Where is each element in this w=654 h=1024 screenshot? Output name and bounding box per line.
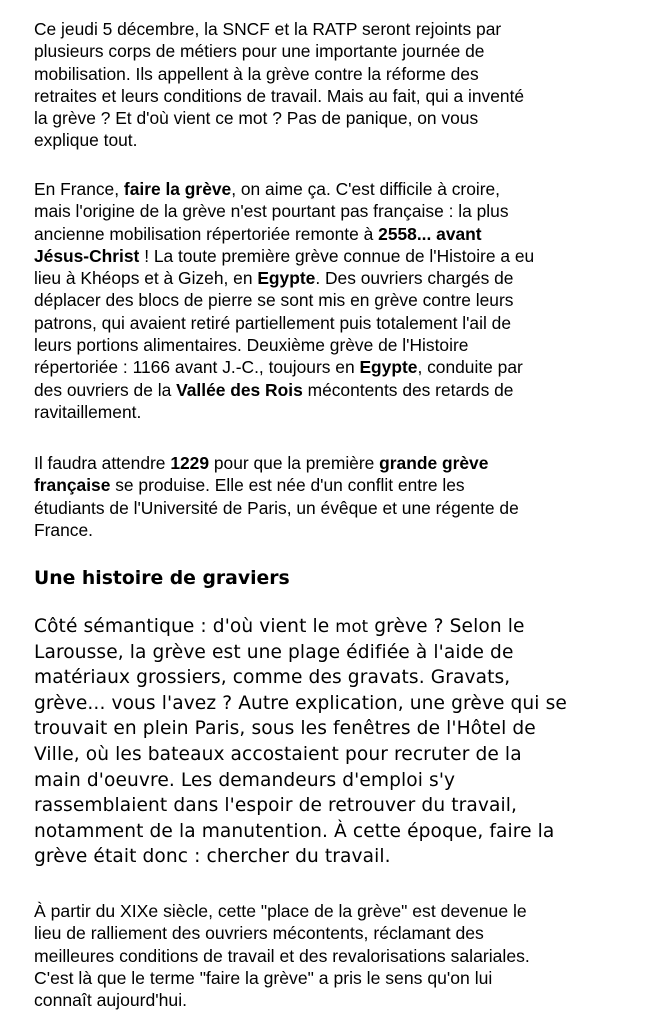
text-line (34, 85, 624, 107)
text-line (34, 614, 624, 640)
text-segment: rassemblaient dans l'espoir de retrouver du travail, (34, 795, 517, 817)
text-line (34, 452, 624, 474)
bold-text: grande grève (379, 453, 489, 473)
text-line (34, 356, 624, 378)
text-line (34, 691, 624, 717)
text-segment: lieu de ralliement des ouvriers mécontents, réclamant des (34, 923, 484, 944)
text-line (34, 519, 624, 541)
text-line (34, 922, 624, 944)
text-segment: trouvait en plein Paris, sous les fenêtres de l'Hôtel de (34, 718, 536, 740)
text-segment: grève... vous l'avez ? Autre explication, une grève qui se (34, 692, 567, 714)
text-segment: mot (335, 617, 369, 636)
text-line (34, 379, 624, 401)
text-line (34, 40, 624, 62)
text-line (34, 716, 624, 742)
text-line (34, 245, 624, 267)
text-line (34, 844, 624, 870)
text-line (34, 819, 624, 845)
text-segment: mais l'origine de la grève n'est pourtant pas française : la plus (34, 201, 509, 222)
text-line (34, 267, 624, 289)
text-segment: plusieurs corps de métiers pour une importante journée de (34, 41, 485, 62)
text-segment: répertoriée : 1166 avant J.-C., toujours en (34, 357, 360, 378)
text-segment: mobilisation. Ils appellent à la grève contre la réforme des (34, 63, 479, 84)
text-segment: ! La toute première grève connue de l'Histoire a eu (139, 245, 535, 266)
text-line (34, 768, 624, 794)
bold-text: Egypte (257, 268, 316, 289)
bold-text: 2558... avant (378, 223, 482, 244)
text-line (34, 178, 624, 200)
text-segment: explique tout. (34, 130, 138, 151)
text-line (34, 401, 624, 423)
text-line (34, 793, 624, 819)
text-segment: lieu à Khéops et à Gizeh, en (34, 268, 258, 289)
text-line (34, 640, 624, 666)
paragraph-first-french-strike (34, 452, 624, 541)
text-line (34, 945, 624, 967)
bold-text: française (34, 475, 111, 496)
text-segment: Ce jeudi 5 décembre, la SNCF et la RATP seront rejoints par (34, 19, 502, 39)
text-segment: déplacer des blocs de pierre se sont mis en grève contre leurs (34, 290, 514, 311)
bold-text: faire la grève (123, 179, 232, 199)
text-line (34, 900, 624, 922)
text-segment: France. (34, 519, 93, 540)
text-segment: . Des ouvriers chargés de (315, 268, 514, 289)
text-line (34, 665, 624, 691)
text-segment: meilleures conditions de travail et des revalorisations salariales. (34, 945, 530, 966)
text-segment: connaît aujourd'hui. (34, 990, 188, 1011)
text-segment: la grève ? Et d'où vient ce mot ? Pas de panique, on vous (34, 108, 479, 129)
text-segment: patrons, qui avaient retiré partiellement puis totalement l'ail de (34, 312, 511, 333)
text-segment: Côté sémantique : d'où vient le (34, 616, 336, 637)
text-segment: , on aime ça. C'est difficile à croire, (231, 179, 501, 199)
text-segment: C'est là que le terme "faire la grève" a pris le sens qu'on lui (34, 967, 493, 988)
text-line (34, 334, 624, 356)
text-line (34, 129, 624, 151)
text-segment: retraites et leurs conditions de travail. Mais au fait, qui a inventé (34, 85, 525, 106)
text-line (34, 107, 624, 129)
text-segment: , conduite par (417, 357, 523, 378)
paragraph-intro (34, 18, 624, 152)
bold-text: Vallée des Rois (176, 379, 303, 400)
text-line (34, 967, 624, 989)
text-segment: Ville, où les bateaux accostaient pour recruter de la (34, 743, 522, 765)
text-line (34, 742, 624, 768)
text-line (34, 312, 624, 334)
bold-text: Jésus-Christ (34, 245, 140, 266)
text-segment: ravitaillement. (34, 401, 142, 422)
text-line (34, 63, 624, 85)
text-line (34, 18, 624, 40)
bold-text: 1229 (170, 453, 210, 473)
text-segment: Il faudra attendre (34, 453, 171, 473)
bold-text: Egypte (359, 357, 418, 378)
paragraph-nineteenth-century (34, 900, 624, 1011)
text-segment: grève était donc : chercher du travail. (34, 846, 391, 868)
text-segment: En France, (34, 179, 124, 199)
text-segment: mécontents des retards de (302, 379, 514, 400)
section-heading: Une histoire de graviers (34, 568, 290, 589)
text-line (34, 474, 624, 496)
text-segment: leurs portions alimentaires. Deuxième grève de l'Histoire (34, 335, 469, 356)
text-segment: grève ? Selon le (368, 616, 525, 637)
text-segment: étudiants de l'Université de Paris, un évêque et une régente de (34, 497, 519, 518)
text-segment: notamment de la manutention. À cette époque, faire la (34, 820, 555, 842)
text-segment: À partir du XIXe siècle, cette "place de la grève" est devenue le (34, 901, 527, 921)
text-segment: Larousse, la grève est une plage édifiée à l'aide de (34, 641, 514, 663)
paragraph-origins (34, 178, 624, 423)
text-line (34, 289, 624, 311)
text-line (34, 989, 624, 1011)
text-line (34, 223, 624, 245)
text-segment: des ouvriers de la (34, 379, 177, 400)
text-segment: matériaux grossiers, comme des gravats. Gravats, (34, 667, 511, 689)
text-segment: main d'oeuvre. Les demandeurs d'emploi s'y (34, 769, 456, 791)
text-line (34, 200, 624, 222)
text-line (34, 497, 624, 519)
text-segment: pour que la première (209, 453, 380, 473)
paragraph-semantics (34, 614, 624, 870)
text-segment: ancienne mobilisation répertoriée remonte à (34, 223, 379, 244)
text-segment: se produise. Elle est née d'un conflit entre les (110, 475, 465, 496)
